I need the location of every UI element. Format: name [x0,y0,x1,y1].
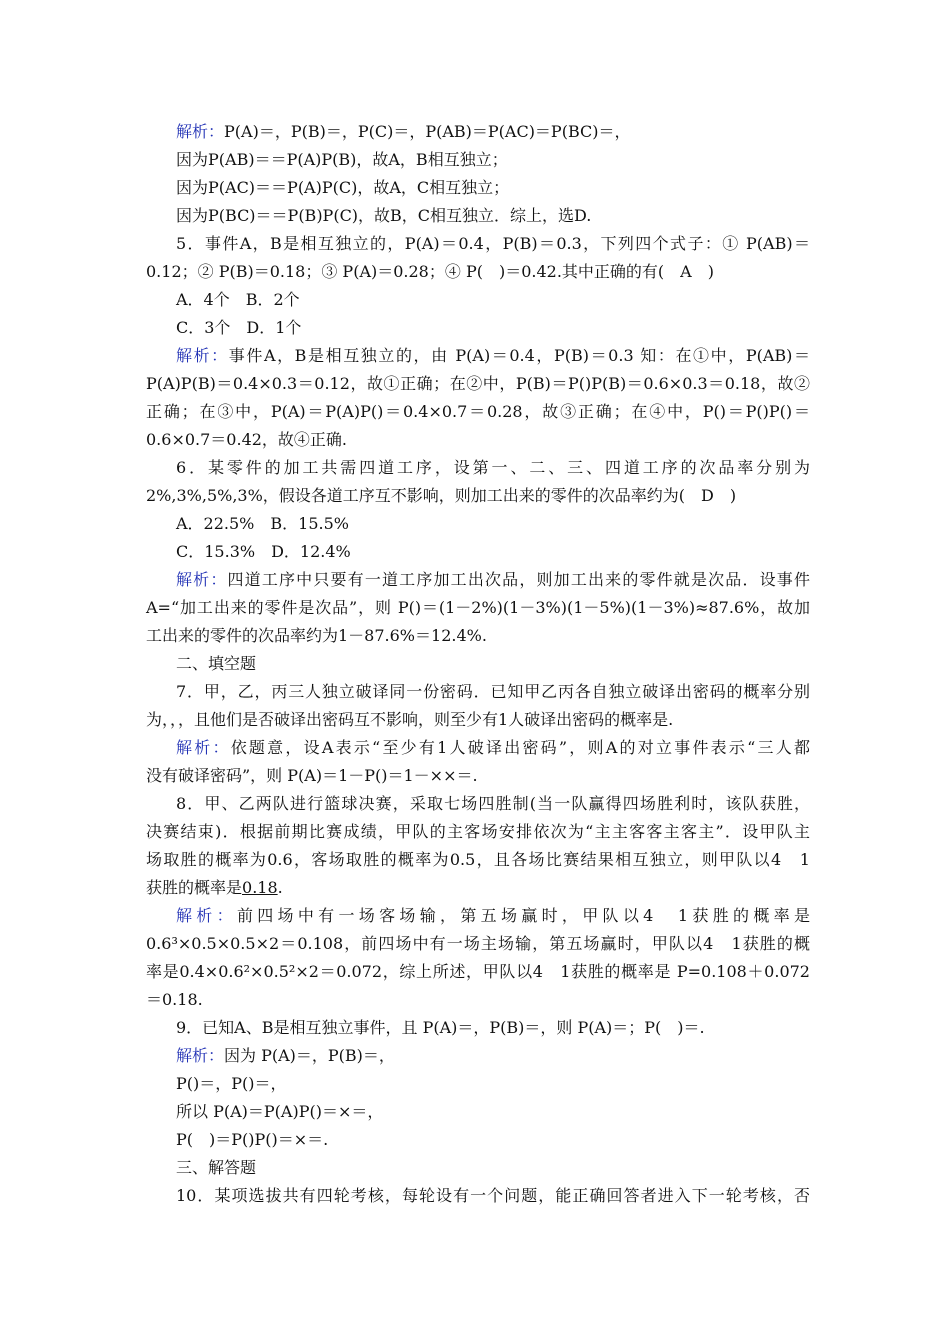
text-line: . [277,878,283,897]
solution-label: 解析： [176,570,228,589]
text-line: 没有破译密码”，则 P(A)＝1－P()＝1－××＝. [146,766,478,785]
solution-label: 解析： [176,346,229,365]
text-line: 因为 P(A)＝，P(B)＝， [224,1046,395,1065]
text-line: P()＝，P()＝， [176,1074,287,1093]
text-line: 0.6³×0.5×0.5×2＝0.108，前四场中有一场主场输，第五场赢时，甲队以4 1获胜的概 [146,934,810,953]
text-line: P(A)P(B)＝0.4×0.3＝0.12，故①正确；在②中，P(B)＝P()P(B)＝0.6×0.3＝0.18，故② [146,374,810,393]
question-9-line: 9．已知A、B是相互独立事件，且 P(A)＝，P(B)＝，则 P(A)＝；P( )＝. [176,1018,705,1037]
question-5-line: 0.12；② P(B)＝0.18；③ P(A)＝0.28；④ P( )＝0.42.其中正确的有( A ) [146,262,714,281]
text-line: 依题意，设A表示“至少有1人破译出密码”，则A的对立事件表示“三人都 [230,738,810,757]
text-line: A=“加工出来的零件是次品”，则 P()＝(1－2%)(1－3%)(1－5%)(1－3%)≈87.6%，故加 [146,598,810,617]
text-line: 因为P(AC)＝＝P(A)P(C)，故A，C相互独立； [176,178,510,197]
question-7-line: 7．甲，乙，丙三人独立破译同一份密码．已知甲乙丙各自独立破译出密码的概率分别 [176,682,810,701]
question-8-line: 8．甲、乙两队进行篮球决赛，采取七场四胜制(当一队赢得四场胜利时，该队获胜， [176,794,810,813]
text-line: 工出来的零件的次品率约为1－87.6%＝12.4%. [146,626,487,645]
solution-line [176,346,810,366]
solution-label: 解析： [176,1046,225,1065]
text-line: 正确；在③中，P(A)＝P(A)P()＝0.4×0.7＝0.28，故③正确；在④中，P()＝P()P()＝ [146,402,810,421]
solution-label: 解析： [176,906,237,925]
text-line: 获胜的概率是 [146,878,243,897]
text-line: 前四场中有一场客场输，第五场赢时，甲队以4 1获胜的概率是 [236,906,810,925]
solution-line [176,906,810,926]
text-line: P(A)＝，P(B)＝，P(C)＝，P(AB)＝P(AC)＝P(BC)＝， [224,122,631,141]
question-7-line: 为，，，且他们是否破译出密码互不影响，则至少有1人破译出密码的概率是. [146,710,674,729]
solution-line [176,570,810,590]
question-8-line: 场取胜的概率为0.6，客场取胜的概率为0.5，且各场比赛结果相互独立，则甲队以4 1 [146,850,810,869]
option-line: A．22.5% B．15.5% [176,514,349,533]
text-line: 所以 P(A)＝P(A)P()＝×＝， [176,1102,384,1121]
text-line: 事件A，B是相互独立的，由 P(A)＝0.4，P(B)＝0.3 知：在①中，P(AB)＝ [228,346,810,365]
option-line: C．3个 D．1个 [176,318,302,337]
text-line: 因为P(AB)＝＝P(A)P(B)，故A，B相互独立； [176,150,508,169]
solution-label: 解析： [176,738,231,757]
solution-label: 解析： [176,122,225,141]
question-6-line: 6．某零件的加工共需四道工序，设第一、二、三、四道工序的次品率分别为 [176,458,810,477]
text-line: 率是0.4×0.6²×0.5²×2＝0.072，综上所述，甲队以4 1获胜的概率是 P=0.108＋0.072 [146,962,810,981]
text-line: ＝0.18. [146,990,203,1009]
section-heading: 三、解答题 [176,1158,257,1177]
text-line: P( )＝P()P()＝×＝. [176,1130,329,1149]
question-8-line [146,878,810,898]
text-line: 0.6×0.7＝0.42，故④正确. [146,430,348,449]
section-heading: 二、填空题 [176,654,257,673]
option-line: C．15.3% D．12.4% [176,542,351,561]
question-6-line: 2%,3%,5%,3%，假设各道工序互不影响，则加工出来的零件的次品率约为( D ) [146,486,737,505]
option-line: A．4个 B．2个 [176,290,300,309]
solution-line [176,738,810,758]
solution-line [176,1046,810,1066]
solution-line [176,122,810,142]
text-line: 四道工序中只要有一道工序加工出次品，则加工出来的零件就是次品．设事件 [227,570,810,589]
question-5-line: 5．事件A，B是相互独立的，P(A)＝0.4，P(B)＝0.3，下列四个式子：① P(AB)＝ [176,234,810,253]
answer-blank: 0.18 [242,878,278,897]
text-line: 因为P(BC)＝＝P(B)P(C)，故B，C相互独立．综上，选D. [176,206,592,225]
question-8-line: 决赛结束)．根据前期比赛成绩，甲队的主客场安排依次为“主主客客主客主”．设甲队主 [146,822,810,841]
question-10-line: 10．某项选拔共有四轮考核，每轮设有一个问题，能正确回答者进入下一轮考核，否 [176,1186,810,1205]
